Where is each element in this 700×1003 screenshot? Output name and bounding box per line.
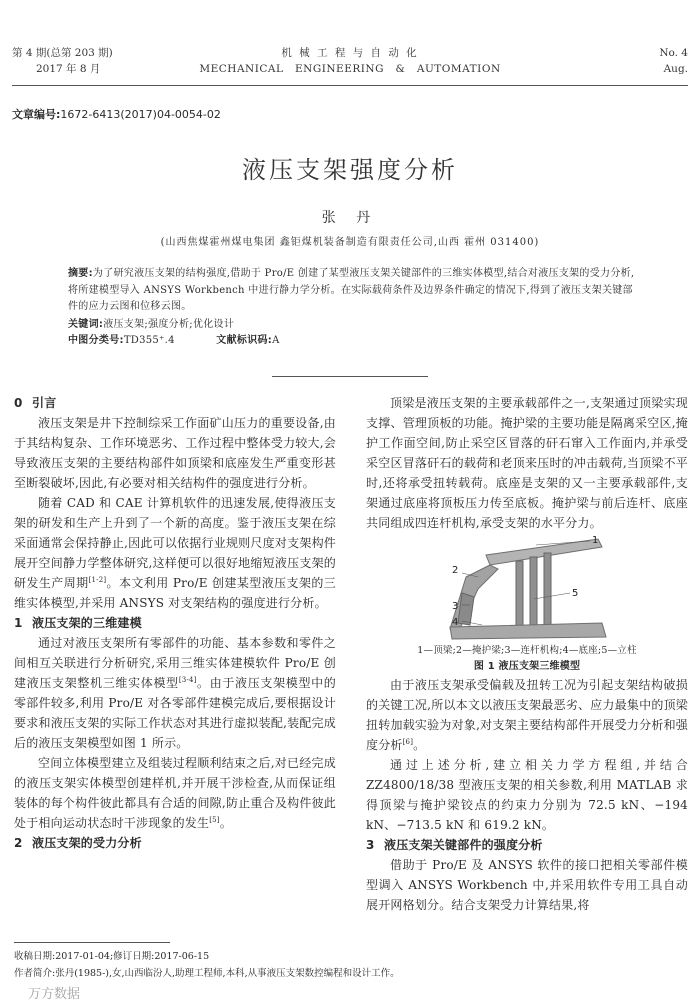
affiliation: (山西焦煤霍州煤电集团 鑫钜煤机装备制造有限责任公司,山西 霍州 031400) (160, 237, 540, 248)
keywords-label: 关键词: (68, 318, 104, 330)
abstract-divider (272, 376, 428, 377)
citation: [1-2] (88, 576, 107, 584)
doc-code-label: 文献标识码: (216, 335, 273, 346)
paragraph-text: 。由于液压支架模型中的零部件较多,利用 Pro/E 对各零部件建模完成后,要根据设计要求和液压支架的实际工作状态对其进行虚拟装配,装配完成后的液压支架模型如图 1 所示。 (14, 676, 336, 750)
paragraph: 通过上述分析,建立相关力学方程组,并结合 ZZ4800/18/38 型液压支架的相关参数,利用 MATLAB 求得顶梁与掩护梁铰点的约束力分别为 72.5 kN、−194 kN、−713.5 kN 和 619.2 kN。 (366, 758, 688, 832)
header-month: Aug. (663, 63, 688, 75)
keywords-line (68, 317, 638, 334)
section-number: 3 (366, 838, 375, 852)
received-date: 收稿日期:2017-01-04;修订日期:2017-06-15 (14, 951, 210, 962)
abstract-block (68, 266, 638, 350)
paragraph-text: 空间立体模型建立及组装过程顺利结束之后,对已经完成的液压支架实体模型创建样机,并开展干涉检查,从而保证组装体的每个构件彼此都具有合适的间隙,防止重合及构件彼此处于相向运动状态时干涉现象的发生 (14, 756, 336, 830)
figure-legend: 1—顶梁;2—掩护梁;3—连杆机构;4—底座;5—立柱 (417, 645, 637, 656)
paragraph-text: 。 (413, 738, 426, 752)
left-column (14, 393, 336, 853)
section-number: 1 (14, 616, 23, 630)
base-shape (450, 623, 606, 639)
paragraph-text: 随着 CAD 和 CAE 计算机软件的迅速发展,使得液压支架的研发和生产上升到了一个新的高度。鉴于液压支架在综采面通常会保持静止,因此可以依据行业规则尺度对支架构件展开空间静力学整体研究,这样便可以很好地缩短液压支架的研发生产周期 (14, 496, 336, 590)
abstract-text-line (68, 266, 638, 316)
header-date: 2017 年 8 月 (36, 63, 101, 75)
wanfang-watermark: 万方数据 (28, 987, 81, 1002)
abstract-label: 摘要: (68, 268, 93, 279)
section-title: 液压支架的三维建模 (32, 616, 142, 630)
figure-label-4: 4 (452, 617, 459, 628)
author-bio (14, 966, 686, 981)
paragraph-text: 。本文利用 Pro/E 创建某型液压支架的三维实体模型,并采用 ANSYS 对支架结构的强度进行分析。 (14, 576, 336, 610)
citation: [3-4] (178, 676, 197, 684)
header-journal-en: MECHANICAL ENGINEERING & AUTOMATION (199, 63, 501, 75)
paragraph (14, 493, 336, 613)
article-number-value: 1672-6413(2017)04-0054-02 (60, 108, 221, 121)
paragraph (366, 675, 688, 755)
clc-label: 中图分类号: (68, 335, 124, 346)
header-journal-cn: 机 械 工 程 与 自 动 化 (281, 47, 419, 59)
hydraulic-support-model-image (366, 533, 688, 643)
figure-label-1: 1 (592, 535, 599, 546)
section-number: 0 (14, 396, 23, 410)
paragraph: 借助于 Pro/E 及 ANSYS 软件的接口把相关零部件模型调入 ANSYS Workbench 中,并采用软件专用工具自动展开网格划分。结合支架受力计算结果,将 (366, 858, 688, 912)
leg-cylinder-shape (516, 561, 523, 627)
author-bio-label: 作者简介: (14, 968, 56, 979)
author-bio-text: 张丹(1985-),女,山西临汾人,助理工程师,本科,从事液压支架数控编程和设计工作。 (55, 968, 400, 979)
paragraph: 液压支架是井下控制综采工作面矿山压力的重要设备,由于其结构复杂、工作环境恶劣、工作过程中整体受力较大,会导致液压支架的主要结构部件如顶梁和底座发生严重变形甚至断裂破坏,因此,有必要对相关结构件的强度进行分析。 (14, 416, 336, 490)
figure-label-3: 3 (452, 601, 459, 612)
paragraph: 顶梁是液压支架的主要承载部件之一,支架通过顶梁实现支撑、管理顶板的功能。掩护梁的主要功能是隔离采空区,掩护工作面空间,防止采空区冒落的矸石窜入工作面内,并承受采空区冒落矸石的载荷和老顶来压时的冲击载荷,当顶梁不平时,还将承受扭转载荷。底座是支架的又一主要承载部件,支架通过底座将顶板压力传至底板。掩护梁与前后连杆、底座共同组成四连杆机构,承受支架的水平分力。 (366, 396, 688, 530)
article-number (12, 106, 221, 122)
section-heading (14, 393, 336, 413)
figure-label-5: 5 (572, 588, 579, 599)
paragraph-text: 通过对液压支架所有零部件的功能、基本参数和零件之间相互关联进行分析研究,采用三维实体建模软件 Pro/E 创建液压支架整机三维实体模型 (14, 636, 336, 690)
keywords: 液压支架;强度分析;优化设计 (103, 318, 235, 330)
section-heading (14, 613, 336, 633)
paragraph-text: 由于液压支架承受偏载及扭转工况为引起支架结构破损的关键工况,所以本文以液压支架最恶劣、应力最集中的顶梁扭转加载实验为对象,对支架主要结构部件开展受力分析和强度分析 (366, 678, 688, 752)
header-issue: 第 4 期(总第 203 期) (12, 47, 113, 59)
paragraph (14, 633, 336, 753)
article-number-label: 文章编号: (12, 108, 61, 121)
citation: [6] (402, 738, 414, 746)
leg-cylinder-shape (544, 553, 551, 627)
clc-value: TD355⁺.4 (123, 335, 175, 346)
paper-title: 液压支架强度分析 (242, 156, 458, 184)
paragraph (14, 753, 336, 833)
section-title: 液压支架关键部件的强度分析 (384, 838, 543, 852)
footer-rule (14, 942, 170, 943)
section-heading (14, 833, 336, 853)
header-rule (12, 85, 688, 86)
figure-hydraulic-support (366, 533, 688, 643)
section-number: 2 (14, 836, 23, 850)
header-no: No. 4 (659, 47, 688, 59)
section-heading (366, 835, 688, 855)
classification-line (68, 333, 638, 350)
leader-line (534, 593, 570, 599)
leg-cylinder-shape (530, 557, 537, 627)
figure-caption: 图 1 液压支架三维模型 (473, 661, 581, 672)
doc-code-value: A (272, 335, 280, 346)
paragraph-text: 。 (219, 816, 232, 830)
right-column (366, 393, 688, 915)
author: 张 丹 (321, 210, 379, 226)
section-title: 液压支架的受力分析 (32, 836, 142, 850)
citation: [5] (209, 816, 220, 824)
abstract-text: 为了研究液压支架的结构强度,借助于 Pro/E 创建了某型液压支架关键部件的三维实体模型,结合对液压支架的受力分析,将所建模型导入 ANSYS Workbench 中进行静力学分析。在实际载荷条件及边界条件确定的情况下,得到了液压支架关键部件的应力云图和位移云图。 (68, 268, 635, 312)
figure-label-2: 2 (452, 565, 459, 576)
section-title: 引言 (32, 396, 57, 410)
